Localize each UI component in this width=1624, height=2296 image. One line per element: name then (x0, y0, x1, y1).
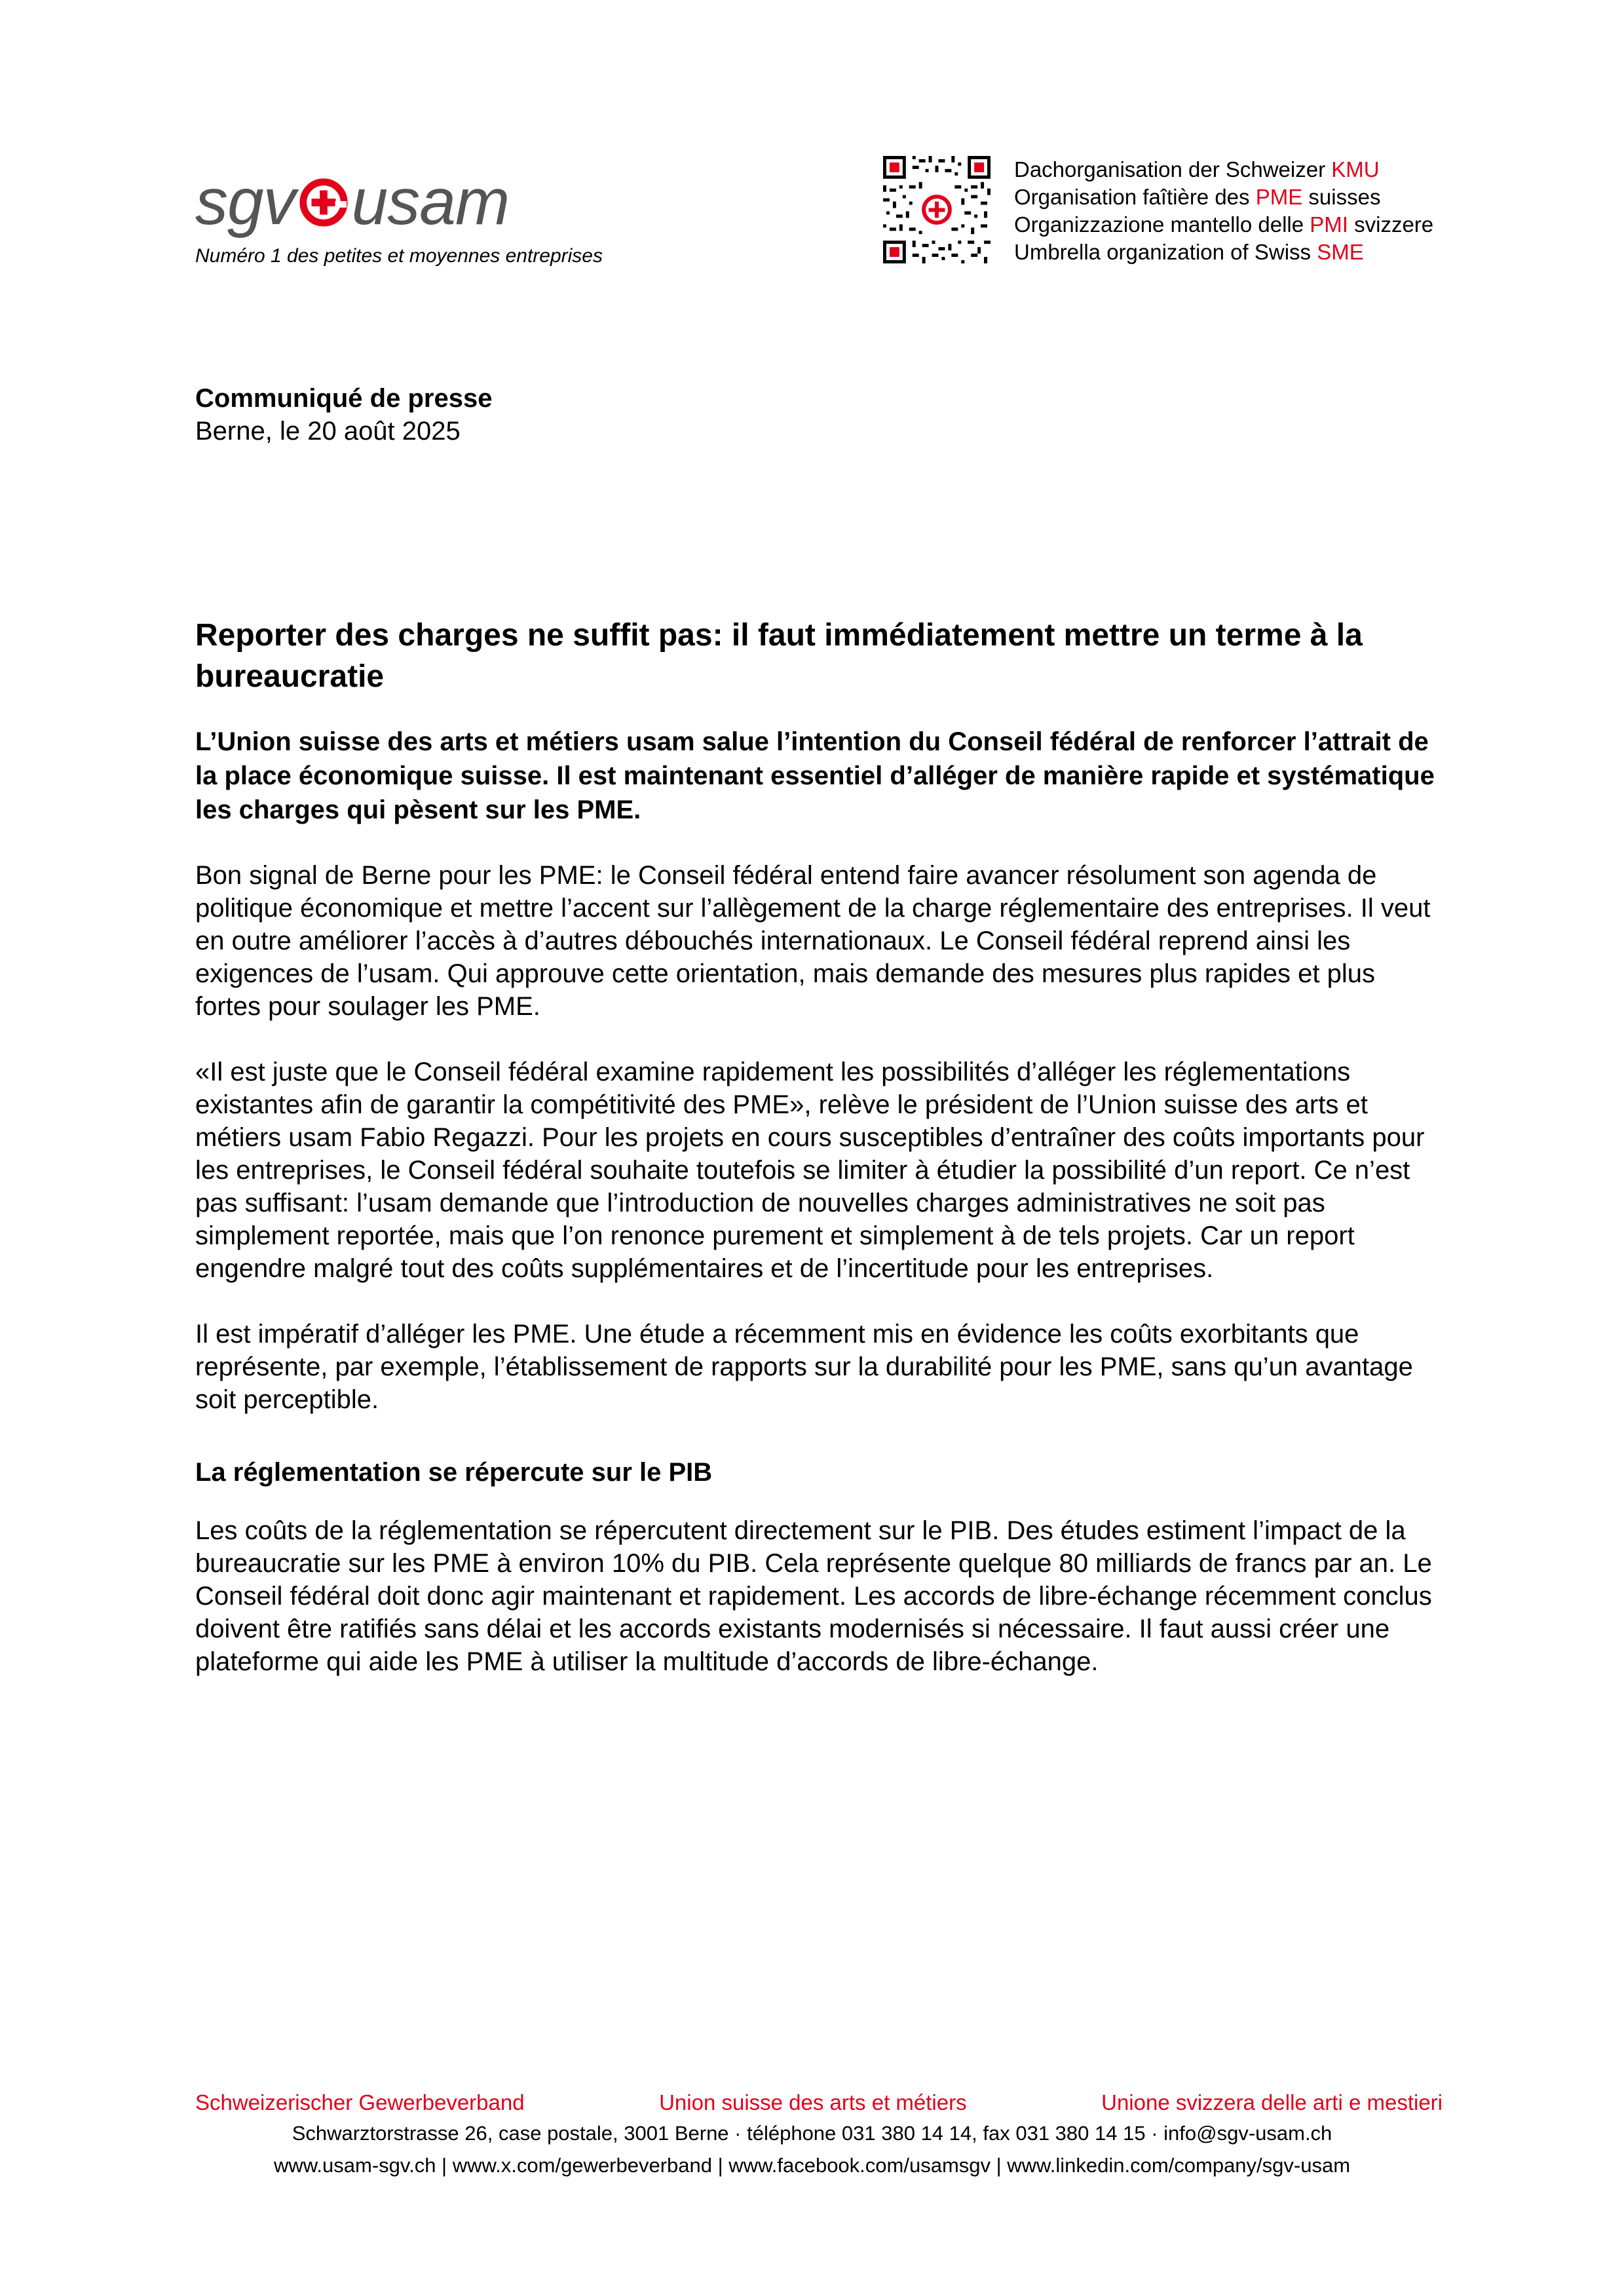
article-paragraph-2: «Il est juste que le Conseil fédéral examine rapidement les possibilités d’alléger les réglementations existantes afin de garantir la compétitivité des PME», relève le président de l’Union suisse des arts et métiers usam Fabio Regazzi. Pour les projets en cours susceptibles d’entraîner des coûts importants pour les entreprises, le Conseil fédéral souhaite toutefois se limiter à étudier la possibilité d’un report. Ce n’est pas suffisant: l’usam demande que l’introduction de nouvelles charges administratives ne soit pas simplement reportée, mais que l’on renonce purement et simplement à de tels projets. Car un report engendre malgré tout des coûts supplémentaires et de l’incertitude pour les entreprises. (195, 1058, 1425, 1283)
org-line-fr: Organisation faîtière des PME suisses (1014, 185, 1381, 209)
swiss-cross-logo-icon (298, 177, 349, 228)
footer-organisations (195, 2090, 1443, 2115)
footer-org-de: Schweizerischer Gewerbeverband (195, 2090, 525, 2114)
press-release-date: Berne, le 20 août 2025 (195, 417, 461, 446)
article-paragraph-3: Il est impératif d’alléger les PME. Une étude a récemment mis en évidence les coûts exorbitants que représente, par exemple, l’établissement de rapports sur la durabilité pour les PME, sans qu’un avantage soit perceptible. (195, 1320, 1413, 1414)
company-logo (195, 165, 510, 239)
article-subheading: La réglementation se répercute sur le PIB (195, 1458, 713, 1487)
article-paragraph-4: Les coûts de la réglementation se répercutent directement sur le PIB. Des études estiment l’impact de la bureaucratie sur les PME à environ 10% du PIB. Cela représente quelque 80 milliards de francs par an. Le Conseil fédéral doit donc agir maintenant et rapidement. Les accords de libre-échange récemment conclus doivent être ratifiés sans délai et les accords existants modernisés si nécessaire. Il faut aussi créer une plateforme qui aide les PME à utiliser la multitude d’accords de libre-échange. (195, 1516, 1432, 1676)
logo-text-left: sgv (195, 165, 295, 239)
article-paragraph-1: Bon signal de Berne pour les PME: le Conseil fédéral entend faire avancer résolument son agenda de politique économique et mettre l’accent sur l’allègement de la charge réglementaire des entreprises. Il veut en outre améliorer l’accès à d’autres débouchés internationaux. Le Conseil fédéral reprend ainsi les exigences de l’usam. Qui approuve cette orientation, mais demande des mesures plus rapides et plus fortes pour soulager les PME. (195, 861, 1431, 1021)
qr-code-icon (883, 156, 991, 263)
org-line-en: Umbrella organization of Swiss SME (1014, 240, 1364, 264)
org-line-it: Organizzazione mantello delle PMI svizzere (1014, 212, 1434, 237)
footer-org-fr: Union suisse des arts et métiers (659, 2090, 967, 2114)
press-release-label: Communiqué de presse (195, 384, 493, 413)
organisation-description (1014, 156, 1433, 266)
footer-address: Schwarztorstrasse 26, case postale, 3001 Berne · téléphone 031 380 14 14, fax 031 380 14 15 · info@sgv-usam.ch (292, 2122, 1332, 2145)
org-line-de: Dachorganisation der Schweizer KMU (1014, 157, 1380, 182)
logo-text-right: usam (351, 165, 510, 239)
logo-tagline: Numéro 1 des petites et moyennes entreprises (195, 245, 603, 267)
footer-links: www.usam-sgv.ch | www.x.com/gewerbeverband | www.facebook.com/usamsgv | www.linkedin.com/company/sgv-usam (273, 2154, 1351, 2177)
footer-org-it: Unione svizzera delle arti e mestieri (1101, 2090, 1443, 2114)
article-lead: L’Union suisse des arts et métiers usam salue l’intention du Conseil fédéral de renforcer l’attrait de la place économique suisse. Il est maintenant essentiel d’alléger de manière rapide et systématique les charges qui pèsent sur les PME. (195, 727, 1435, 824)
article-headline: Reporter des charges ne suffit pas: il faut immédiatement mettre un terme à la bureaucratie (195, 618, 1363, 694)
